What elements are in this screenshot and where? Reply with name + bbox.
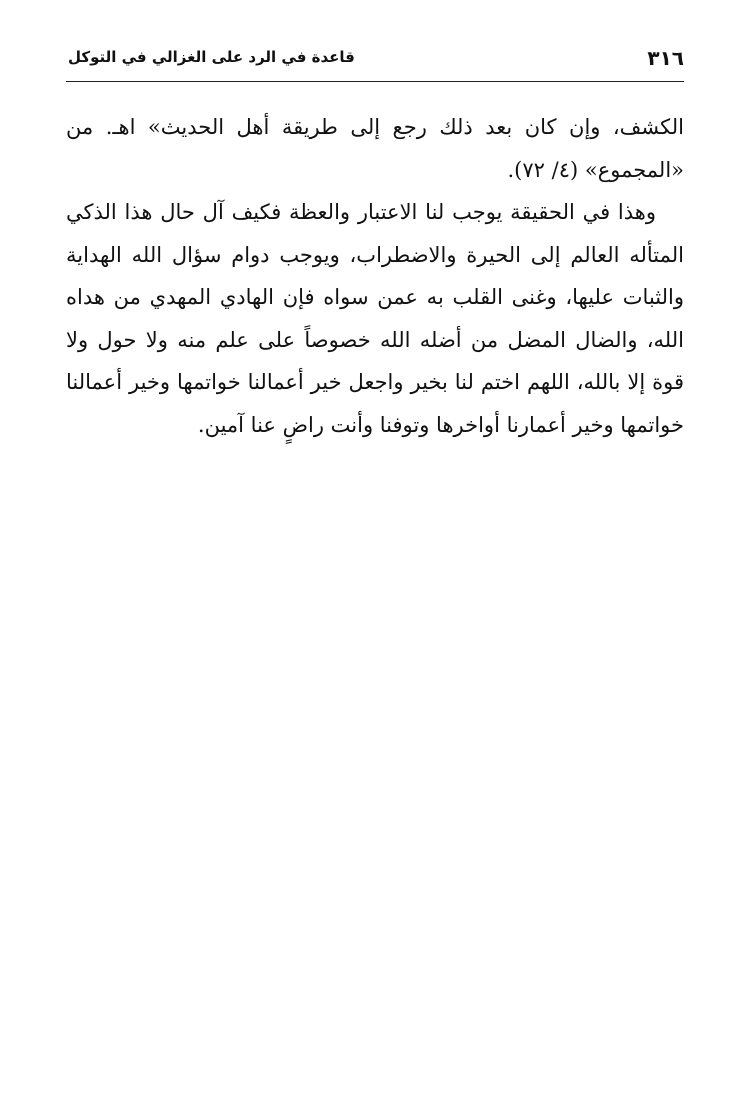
header-divider	[66, 81, 684, 82]
page-number: ٣١٦	[647, 46, 684, 70]
running-title: قاعدة في الرد على الغزالي في التوكل	[68, 48, 355, 66]
paragraph-continuation: الكشف، وإن كان بعد ذلك رجع إلى طريقة أهل الحديث» اهـ. من «المجموع» (٤/ ٧٢).	[66, 115, 684, 182]
body-text	[66, 106, 684, 446]
paragraph-main: وهذا في الحقيقة يوجب لنا الاعتبار والعظة فكيف آل حال هذا الذكي المتأله العالم إلى الحيرة والاضطراب، ويوجب دوام سؤال الله الهداية والثبات عليها، وغنى القلب به عمن سواه فإن الهادي المهدي من هداه الله، والضال المضل من أضله الله خصوصاً على علم منه ولا حول ولا قوة إلا بالله، اللهم اختم لنا بخير واجعل خير أعمالنا خواتمها وخير أعمالنا خواتمها وخير أعمارنا أواخرها وتوفنا وأنت راضٍ عنا آمين.	[66, 200, 684, 437]
page-header	[66, 44, 684, 82]
